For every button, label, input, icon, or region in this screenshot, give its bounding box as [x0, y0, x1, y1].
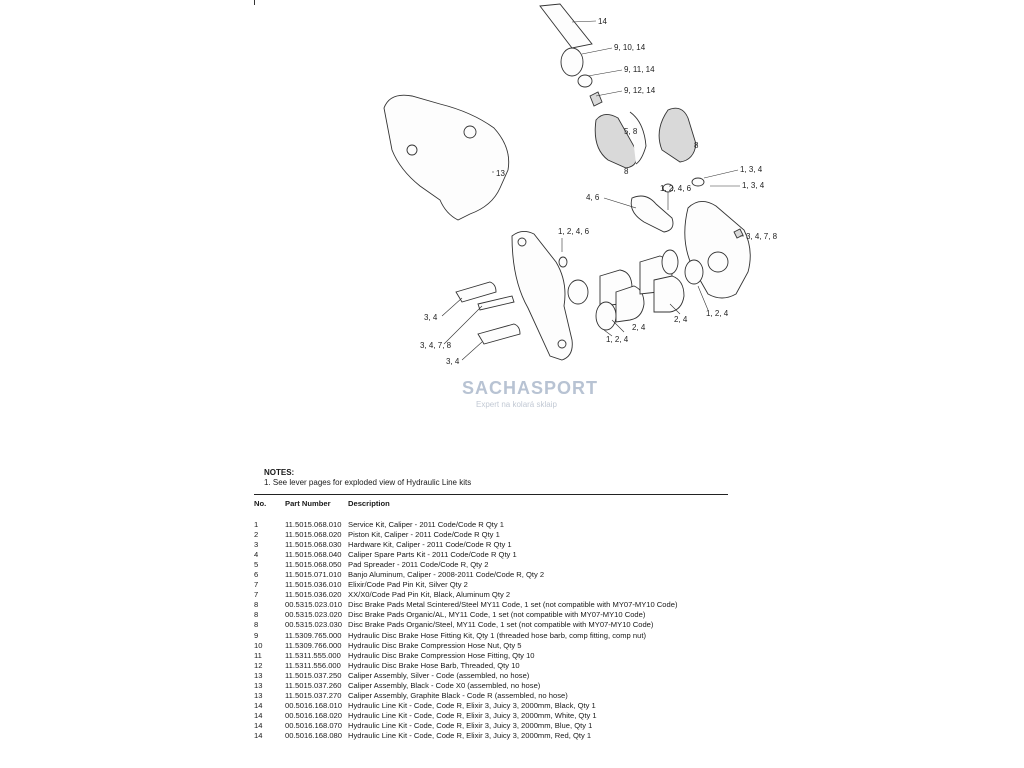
- caliper-assembly: [384, 95, 509, 220]
- table-rule: [254, 494, 728, 495]
- table-row: [254, 590, 728, 600]
- table-row: [254, 721, 728, 731]
- cell-description: Service Kit, Caliper - 2011 Code/Code R Qty 1: [348, 520, 505, 529]
- cell-part-number: 00.5315.023.020: [285, 610, 343, 620]
- cell-description: Disc Brake Pads Metal Scintered/Steel MY11 Code, 1 set (not compatible with MY07-MY10 Code): [348, 600, 678, 610]
- cell-description: XX/X0/Code Pad Pin Kit, Black, Aluminum Qty 2: [348, 590, 511, 600]
- table-row: [254, 550, 728, 560]
- cell-part-number: 11.5015.037.250: [285, 670, 342, 680]
- table-row: [254, 570, 728, 580]
- cell-part-number: 11.5015.037.260: [285, 680, 342, 690]
- cell-part-number: 11.5015.037.270: [285, 690, 342, 700]
- callout-label: 8: [694, 141, 699, 150]
- cell-description: Disc Brake Pads Organic/Steel, MY11 Code, 1 set (not compatible with MY07-MY10 Code): [348, 620, 654, 630]
- cell-part-number: 00.5315.023.010: [285, 600, 343, 610]
- callout-label: 9, 10, 14: [614, 43, 646, 52]
- table-row: [254, 651, 728, 661]
- table-body: [254, 520, 728, 741]
- notes-section: [264, 468, 471, 488]
- cell-description: Caliper Assembly, Black - Code X0 (assembled, no hose): [348, 680, 541, 690]
- table-row: [254, 560, 728, 570]
- cell-part-number: 00.5315.023.030: [285, 620, 343, 630]
- hose-barb: [590, 92, 602, 106]
- cell-part-number: 11.5015.068.040: [285, 550, 342, 560]
- cell-no: 7: [254, 590, 259, 600]
- table-row: [254, 520, 728, 530]
- table-row: [254, 681, 728, 691]
- hydraulic-hose: [540, 4, 592, 48]
- cell-part-number: 00.5016.168.010: [285, 700, 343, 710]
- cell-description: Hydraulic Disc Brake Hose Fitting Kit, Qty 1 (threaded hose barb, comp fitting, comp nut): [348, 630, 646, 640]
- cell-part-number: 11.5311.556.000: [285, 660, 341, 670]
- brake-pad-right: [659, 108, 696, 162]
- brake-pad-left: [595, 114, 637, 168]
- cell-part-number: 11.5015.068.020: [285, 530, 342, 540]
- sachasport-watermark: [462, 378, 598, 409]
- table-row: [254, 701, 728, 711]
- cell-no: 14: [254, 700, 263, 710]
- note-item: 1. See lever pages for exploded view of Hydraulic Line kits: [264, 478, 472, 487]
- watermark-subtitle: Expert na kolará sklaip: [476, 400, 557, 409]
- cell-no: 8: [254, 600, 259, 610]
- cell-no: 10: [254, 640, 263, 650]
- watermark-title: SACHASPORT: [462, 378, 599, 398]
- callout-label: 14: [598, 17, 607, 26]
- cell-no: 13: [254, 670, 263, 680]
- cell-no: 6: [254, 570, 259, 580]
- cell-description: Hydraulic Disc Brake Hose Barb, Threaded, Qty 10: [348, 660, 520, 670]
- banjo-fitting: [631, 196, 673, 232]
- callout-label: 13: [496, 169, 505, 178]
- piston-4: [654, 276, 684, 312]
- table-row: [254, 620, 728, 630]
- cell-description: Disc Brake Pads Organic/AL, MY11 Code, 1 set (not compatible with MY07-MY10 Code): [348, 610, 646, 620]
- cell-description: Caliper Spare Parts Kit - 2011 Code/Code R Qty 1: [348, 550, 517, 560]
- callout-label: 3, 4: [424, 313, 438, 322]
- cell-no: 8: [254, 620, 259, 630]
- table-row: [254, 530, 728, 540]
- cell-no: 12: [254, 660, 263, 670]
- bleed-screw: [692, 178, 704, 186]
- cell-part-number: 11.5015.068.050: [285, 560, 342, 570]
- cell-no: 7: [254, 580, 259, 590]
- cell-no: 8: [254, 610, 259, 620]
- callout-label: 1, 3, 4: [742, 181, 765, 190]
- compression-nut: [561, 48, 583, 76]
- cell-description: Hydraulic Line Kit - Code, Code R, Elixir 3, Juicy 3, 2000mm, White, Qty 1: [348, 710, 597, 720]
- callout-label: 1, 3, 4: [740, 165, 763, 174]
- table-row: [254, 631, 728, 641]
- cell-no: 1: [254, 520, 259, 529]
- inner-mount-hole-lower: [558, 340, 566, 348]
- piston-seal-2: [596, 302, 616, 330]
- outer-piston-bore: [708, 252, 728, 272]
- cell-no: 13: [254, 690, 263, 700]
- cell-no: 14: [254, 710, 263, 720]
- cell-description: Hydraulic Line Kit - Code, Code R, Elixir 3, Juicy 3, 2000mm, Blue, Qty 1: [348, 720, 593, 730]
- cell-part-number: 11.5309.766.000: [285, 640, 342, 650]
- callout-label: 1, 2, 4, 6: [558, 227, 590, 236]
- callout-label: 8: [624, 167, 629, 176]
- cell-no: 2: [254, 530, 259, 540]
- cell-no: 13: [254, 680, 263, 690]
- notes-heading: NOTES:: [264, 468, 295, 477]
- cell-part-number: 11.5311.555.000: [285, 650, 341, 660]
- piston-seal-4: [685, 260, 703, 284]
- cell-no: 11: [254, 650, 262, 660]
- callout-label: 9, 12, 14: [624, 86, 656, 95]
- callout-label: 3, 4, 7, 8: [420, 341, 452, 350]
- table-row: [254, 580, 728, 590]
- cell-description: Piston Kit, Caliper - 2011 Code/Code R Qty 1: [348, 530, 500, 540]
- cell-no: 14: [254, 730, 263, 740]
- cell-description: Banjo Aluminum, Caliper - 2008-2011 Code/Code R, Qty 2: [348, 570, 545, 580]
- callout-label: 2, 4: [632, 323, 646, 332]
- cell-no: 9: [254, 630, 259, 640]
- caliper-fitting: [464, 126, 476, 138]
- cell-description: Hydraulic Disc Brake Compression Hose Nut, Qty 5: [348, 640, 522, 650]
- table-row: [254, 691, 728, 701]
- callout-label: 1, 2, 4: [706, 309, 729, 318]
- caliper-bolt-2: [478, 296, 514, 310]
- cell-no: 14: [254, 720, 263, 730]
- cell-part-number: 00.5016.168.080: [285, 730, 343, 740]
- callout-label: 9, 11, 14: [624, 65, 655, 74]
- cell-part-number: 00.5016.168.070: [285, 720, 343, 730]
- cell-part-number: 11.5015.036.010: [285, 580, 342, 590]
- cell-description: Hardware Kit, Caliper - 2011 Code/Code R Qty 1: [348, 540, 512, 550]
- cell-part-number: 00.5016.168.020: [285, 710, 343, 720]
- cell-description: Hydraulic Disc Brake Compression Hose Fitting, Qty 10: [348, 650, 535, 660]
- piston-seal-3: [662, 250, 678, 274]
- cell-part-number: 11.5015.071.010: [285, 570, 342, 580]
- header-part-number: Part Number: [285, 499, 331, 508]
- callout-label: 2, 4: [674, 315, 688, 324]
- callout-label: 4, 6: [586, 193, 600, 202]
- inner-mount-hole: [518, 238, 526, 246]
- table-row: [254, 540, 728, 550]
- cell-description: Caliper Assembly, Silver - Code (assembled, no hose): [348, 670, 530, 680]
- callout-label: 3, 4, 7, 8: [746, 232, 778, 241]
- caliper-bolt-1: [456, 282, 496, 302]
- piston-seal-1: [568, 280, 588, 304]
- cell-description: Caliper Assembly, Graphite Black - Code R (assembled, no hose): [348, 690, 568, 700]
- cell-part-number: 11.5015.036.020: [285, 590, 342, 600]
- caliper-bolt-3: [478, 324, 520, 344]
- cell-description: Elixir/Code Pad Pin Kit, Silver Qty 2: [348, 580, 468, 590]
- header-description: Description: [348, 499, 390, 508]
- callout-label: 1, 2, 4: [606, 335, 629, 344]
- compression-fitting: [578, 75, 592, 87]
- table-row: [254, 610, 728, 620]
- cell-part-number: 11.5309.765.000: [285, 630, 342, 640]
- table-row: [254, 711, 728, 721]
- cell-no: 4: [254, 550, 259, 560]
- cell-description: Hydraulic Line Kit - Code, Code R, Elixir 3, Juicy 3, 2000mm, Black, Qty 1: [348, 700, 596, 710]
- cell-description: Hydraulic Line Kit - Code, Code R, Elixir 3, Juicy 3, 2000mm, Red, Qty 1: [348, 730, 592, 740]
- parts-table: [254, 494, 728, 741]
- table-row: [254, 641, 728, 651]
- caliper-bolt-hole: [407, 145, 417, 155]
- table-row: [254, 671, 728, 681]
- cell-no: 5: [254, 560, 259, 570]
- header-no: No.: [254, 499, 267, 508]
- cell-description: Pad Spreader - 2011 Code/Code R, Qty 2: [348, 560, 489, 570]
- table-row: [254, 731, 728, 741]
- callout-label: 5, 8: [624, 127, 638, 136]
- cell-part-number: 11.5015.068.010: [285, 520, 342, 529]
- table-row: [254, 661, 728, 671]
- table-row: [254, 600, 728, 610]
- callout-label: 1, 2, 4, 6: [660, 184, 692, 193]
- table-header: [254, 499, 728, 511]
- inner-oring: [559, 257, 567, 267]
- callout-label: 3, 4: [446, 357, 460, 366]
- cell-no: 3: [254, 540, 259, 550]
- cell-part-number: 11.5015.068.030: [285, 540, 342, 550]
